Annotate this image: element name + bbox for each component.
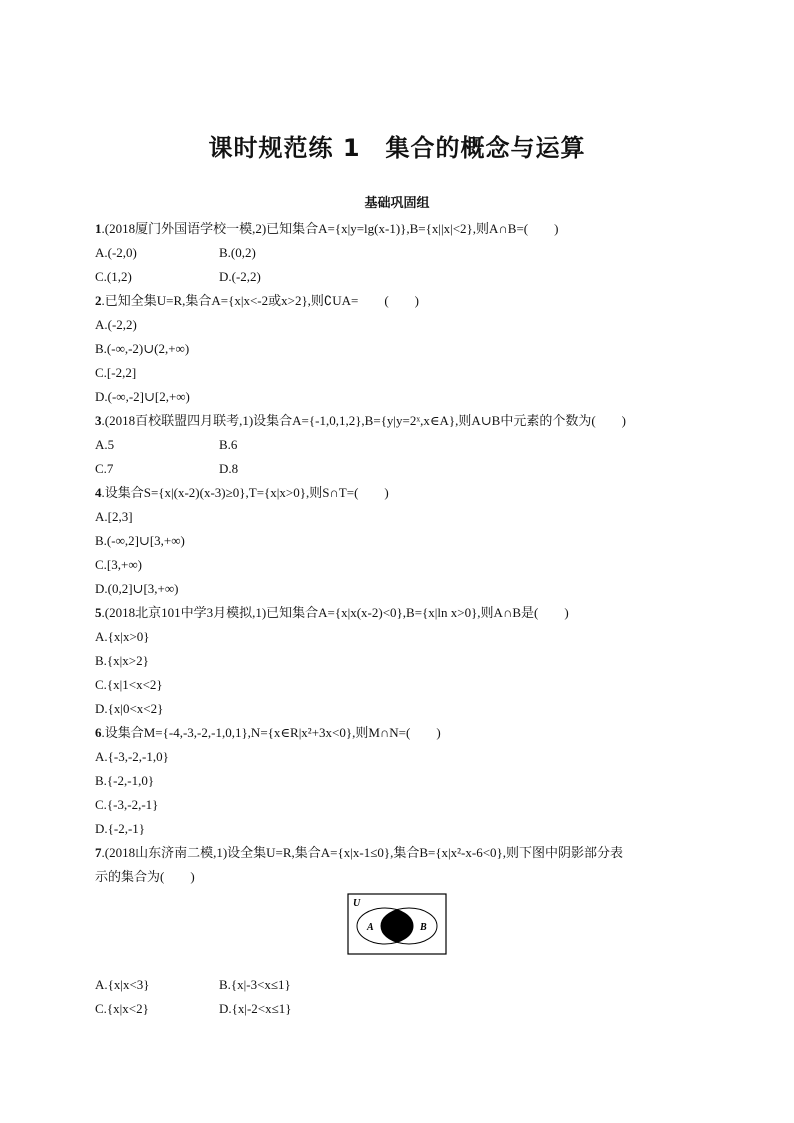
- option-c[interactable]: C.[-2,2]: [95, 365, 137, 380]
- option-b[interactable]: B.{x|x>2}: [95, 653, 149, 668]
- question-3-options-row-1: [95, 433, 715, 457]
- option-c[interactable]: C.(1,2): [95, 269, 132, 284]
- option-d[interactable]: D.{-2,-1}: [95, 821, 146, 836]
- page-title: 课时规范练 1 集合的概念与运算: [208, 134, 586, 162]
- option-c[interactable]: C.{x|x<2}: [95, 1001, 149, 1016]
- label-u: U: [353, 898, 361, 909]
- option-a[interactable]: A.{x|x<3}: [95, 977, 150, 992]
- label-b: B: [420, 922, 427, 933]
- question-number: 1: [95, 221, 102, 236]
- question-4-stem: [95, 481, 715, 505]
- question-text: .(2018北京101中学3月模拟,1)已知集合A={x|x(x-2)<0},B={x|ln x>0},则A∩B是( ): [101, 605, 569, 620]
- option-a[interactable]: A.{x|x>0}: [95, 629, 150, 644]
- venn-diagram: [95, 893, 715, 971]
- question-text: .(2018厦门外国语学校一模,2)已知集合A={x|y=lg(x-1)},B={x||x|<2},则A∩B=( ): [101, 221, 559, 236]
- question-number: 6: [95, 725, 102, 740]
- label-a: A: [367, 922, 374, 933]
- option-a[interactable]: A.(-2,2): [95, 317, 137, 332]
- option-a[interactable]: A.(-2,0): [95, 245, 137, 260]
- option-d[interactable]: D.(0,2]∪[3,+∞): [95, 581, 179, 596]
- option-d[interactable]: D.(-∞,-2]∪[2,+∞): [95, 389, 190, 404]
- option-b[interactable]: B.6: [219, 437, 238, 452]
- option-b[interactable]: B.(0,2): [219, 245, 256, 260]
- question-number: 4: [95, 485, 102, 500]
- question-list: [95, 217, 715, 1021]
- question-1-options-row-2: [95, 265, 715, 289]
- question-2-stem: [95, 289, 715, 313]
- option-a[interactable]: A.[2,3]: [95, 509, 133, 524]
- venn-diagram-svg: [347, 893, 447, 955]
- option-d[interactable]: D.{x|-2<x≤1}: [219, 1001, 292, 1016]
- section-heading: 基础巩固组: [364, 196, 430, 211]
- question-6-stem: [95, 721, 715, 745]
- option-c[interactable]: C.{x|1<x<2}: [95, 677, 163, 692]
- option-b[interactable]: B.{-2,-1,0}: [95, 773, 155, 788]
- question-7-stem: [95, 841, 715, 865]
- question-text: .(2018山东济南二模,1)设全集U=R,集合A={x|x-1≤0},集合B={x|x²-x-6<0},则下图中阴影部分表: [101, 845, 624, 860]
- question-number: 2: [95, 293, 102, 308]
- question-text: .设集合S={x|(x-2)(x-3)≥0},T={x|x>0},则S∩T=( ): [101, 485, 389, 500]
- option-c[interactable]: C.{-3,-2,-1}: [95, 797, 159, 812]
- option-d[interactable]: D.(-2,2): [219, 269, 261, 284]
- option-b[interactable]: B.{x|-3<x≤1}: [219, 977, 291, 992]
- option-b[interactable]: B.(-∞,-2)∪(2,+∞): [95, 341, 190, 356]
- option-b[interactable]: B.(-∞,2]∪[3,+∞): [95, 533, 185, 548]
- option-a[interactable]: A.5: [95, 437, 115, 452]
- question-1-stem: [95, 217, 715, 241]
- question-7-options-row-2: [95, 997, 715, 1021]
- option-a[interactable]: A.{-3,-2,-1,0}: [95, 749, 169, 764]
- question-number: 5: [95, 605, 102, 620]
- option-d[interactable]: D.8: [219, 461, 239, 476]
- question-number: 3: [95, 413, 102, 428]
- question-7-options-row-1: [95, 973, 715, 997]
- question-5-stem: [95, 601, 715, 625]
- option-d[interactable]: D.{x|0<x<2}: [95, 701, 164, 716]
- question-3-options-row-2: [95, 457, 715, 481]
- question-number: 7: [95, 845, 102, 860]
- question-text: .设集合M={-4,-3,-2,-1,0,1},N={x∈R|x²+3x<0},则M∩N=( ): [101, 725, 441, 740]
- option-c[interactable]: C.[3,+∞): [95, 557, 142, 572]
- question-7-stem-continued: 示的集合为( ): [95, 869, 195, 884]
- question-1-options-row-1: [95, 241, 715, 265]
- question-3-stem: [95, 409, 715, 433]
- question-text: .已知全集U=R,集合A={x|x<-2或x>2},则∁UA= ( ): [101, 293, 419, 308]
- question-text: .(2018百校联盟四月联考,1)设集合A={-1,0,1,2},B={y|y=2ˣ,x∈A},则A∪B中元素的个数为( ): [101, 413, 626, 428]
- option-c[interactable]: C.7: [95, 461, 114, 476]
